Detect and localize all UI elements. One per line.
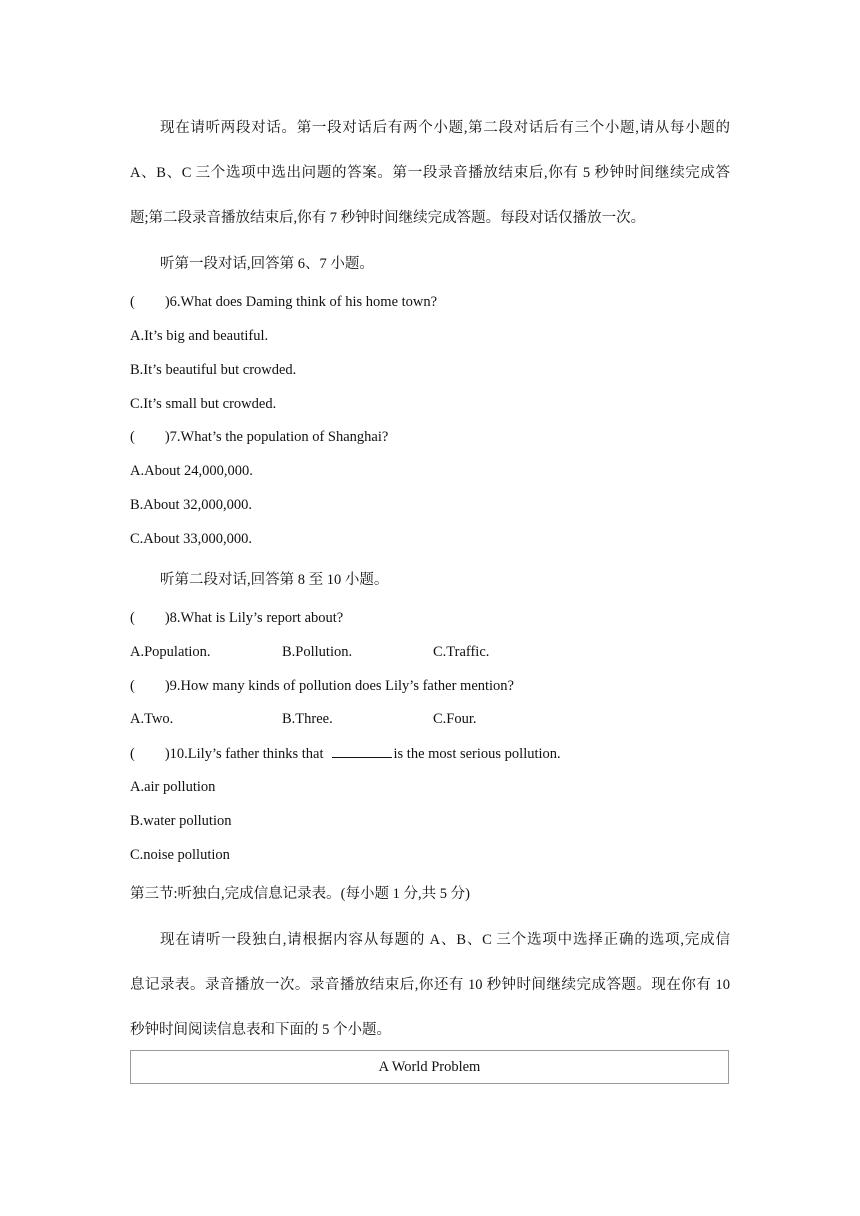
question-8-option-b: B.Pollution. — [282, 644, 353, 660]
question-6-text: )6.What does Daming think of his home town? — [164, 294, 438, 310]
section3-intro-line-2: 息记录表。录音播放一次。录音播放结束后,你还有 10 秒钟时间继续完成答题。现在你有 10 — [130, 977, 730, 993]
answer-paren-open: ( — [130, 610, 135, 626]
question-7-text: )7.What’s the population of Shanghai? — [164, 429, 389, 445]
fill-in-blank[interactable] — [332, 743, 392, 758]
question-7-option-b: B.About 32,000,000. — [130, 497, 253, 513]
answer-paren-open: ( — [130, 678, 135, 694]
answer-paren-open: ( — [130, 294, 135, 310]
question-6-option-c: C.It’s small but crowded. — [130, 396, 277, 412]
answer-paren-open: ( — [130, 746, 135, 762]
dialogue2-heading: 听第二段对话,回答第 8 至 10 小题。 — [160, 572, 389, 588]
intro-line-2: A、B、C 三个选项中选出问题的答案。第一段录音播放结束后,你有 5 秒钟时间继续完成答 — [130, 165, 730, 181]
question-9-text: )9.How many kinds of pollution does Lily’s father mention? — [164, 678, 514, 694]
question-10-option-b: B.water pollution — [130, 813, 232, 829]
question-8 — [130, 608, 730, 628]
answer-paren-open: ( — [130, 429, 135, 445]
section3-intro-line-1: 现在请听一段独白,请根据内容从每题的 A、B、C 三个选项中选择正确的选项,完成信 — [160, 932, 730, 948]
question-8-text: )8.What is Lily’s report about? — [164, 610, 344, 626]
question-10-option-c: C.noise pollution — [130, 847, 230, 863]
question-9-option-b: B.Three. — [282, 711, 333, 727]
question-6 — [130, 292, 730, 312]
question-9-option-a: A.Two. — [130, 711, 174, 727]
question-8-option-c: C.Traffic. — [433, 644, 490, 660]
question-10-text-before: )10.Lily’s father thinks that — [164, 746, 324, 762]
section3-heading: 第三节:听独白,完成信息记录表。(每小题 1 分,共 5 分) — [130, 886, 470, 902]
question-9-option-c: C.Four. — [433, 711, 477, 727]
info-table-header — [130, 1050, 729, 1084]
question-9 — [130, 676, 730, 696]
question-10-text-after: is the most serious pollution. — [393, 746, 561, 762]
question-6-option-a: A.It’s big and beautiful. — [130, 328, 269, 344]
question-7-option-a: A.About 24,000,000. — [130, 463, 253, 479]
intro-line-3: 题;第二段录音播放结束后,你有 7 秒钟时间继续完成答题。每段对话仅播放一次。 — [130, 210, 646, 226]
info-table-title: A World Problem — [378, 1058, 481, 1075]
question-8-option-a: A.Population. — [130, 644, 211, 660]
intro-line-1: 现在请听两段对话。第一段对话后有两个小题,第二段对话后有三个小题,请从每小题的 — [160, 120, 730, 136]
question-10 — [130, 743, 730, 764]
question-7-option-c: C.About 33,000,000. — [130, 531, 253, 547]
question-6-option-b: B.It’s beautiful but crowded. — [130, 362, 297, 378]
dialogue1-heading: 听第一段对话,回答第 6、7 小题。 — [160, 256, 374, 272]
question-7 — [130, 427, 730, 447]
question-10-option-a: A.air pollution — [130, 779, 216, 795]
section3-intro-line-3: 秒钟时间阅读信息表和下面的 5 个小题。 — [130, 1022, 391, 1038]
